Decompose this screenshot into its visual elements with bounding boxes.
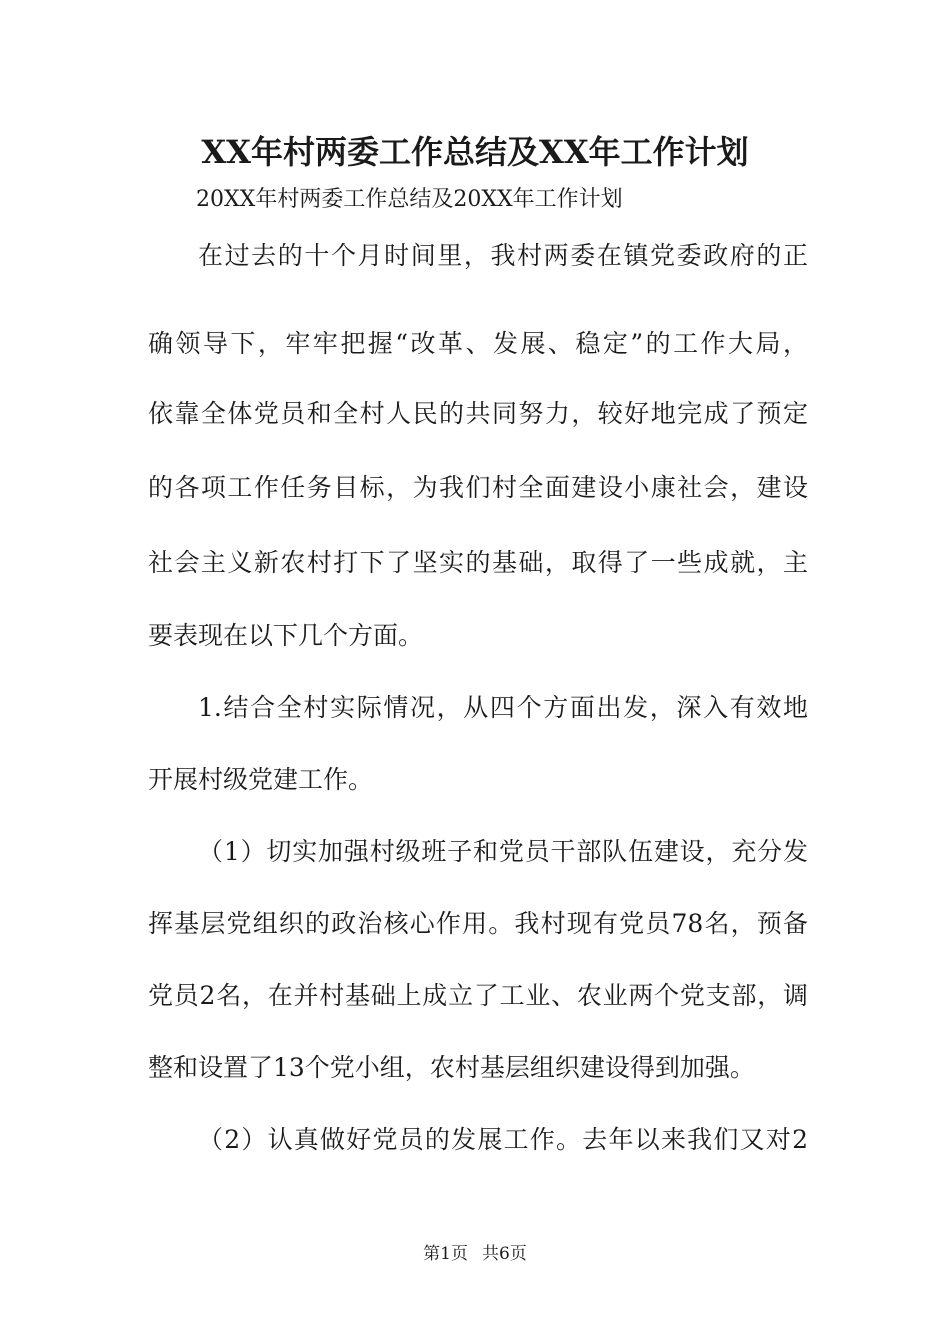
body-line: 整和设置了13个党小组，农村基层组织建设得到加强。 (148, 1053, 755, 1082)
body-line: 挥基层党组织的政治核心作用。我村现有党员78名，预备 (148, 909, 808, 938)
document-title: XX年村两委工作总结及XX年工作计划 (201, 133, 749, 171)
body-line: 确领导下，牢牢把握“改革、发展、稳定”的工作大局， (148, 329, 808, 358)
page-number: 第1页 (423, 1244, 468, 1264)
page-footer (0, 1240, 950, 1268)
body-line: 1.结合全村实际情况，从四个方面出发，深入有效地 (198, 693, 808, 722)
body-line: 社会主义新农村打下了坚实的基础，取得了一些成就，主 (148, 548, 808, 577)
body-line: 要表现在以下几个方面。 (148, 621, 424, 650)
body-line: 的各项工作任务目标，为我们村全面建设小康社会，建设 (148, 473, 808, 502)
document-subtitle: 20XX年村两委工作总结及20XX年工作计划 (196, 187, 623, 212)
body-line: （2）认真做好党员的发展工作。去年以来我们又对2 (198, 1125, 808, 1154)
page-total: 共6页 (482, 1244, 527, 1264)
body-line: 在过去的十个月时间里，我村两委在镇党委政府的正 (198, 241, 808, 270)
body-line: 开展村级党建工作。 (148, 765, 374, 794)
body-line: 党员2名，在并村基础上成立了工业、农业两个党支部，调 (148, 981, 808, 1010)
body-line: 依靠全体党员和全村人民的共同努力，较好地完成了预定 (148, 399, 808, 428)
body-line: （1）切实加强村级班子和党员干部队伍建设，充分发 (198, 837, 808, 866)
